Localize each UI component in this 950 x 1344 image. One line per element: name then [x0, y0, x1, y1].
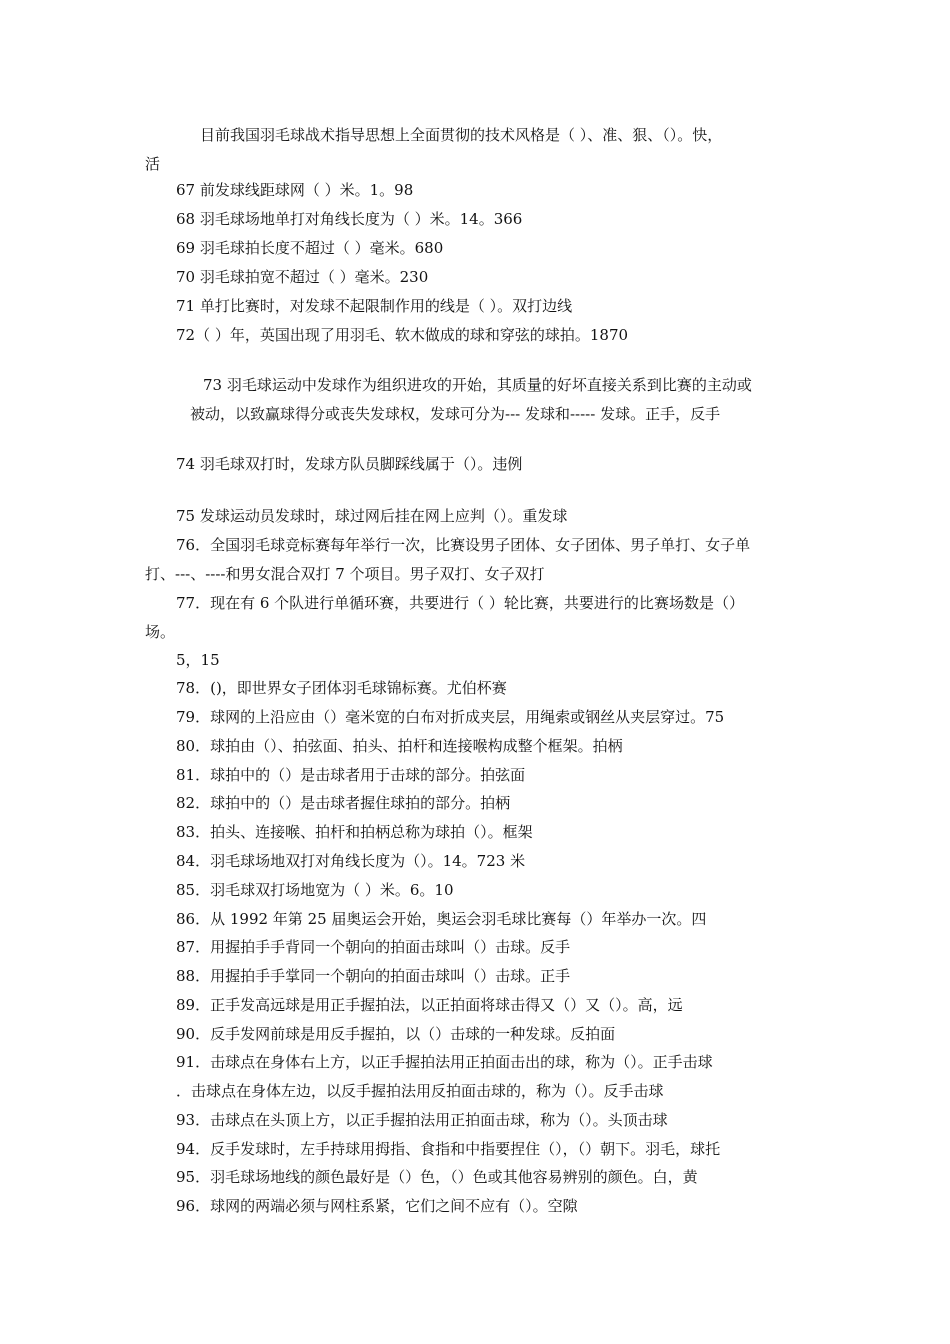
text-line: 81．球拍中的（）是击球者用于击球的部分。拍弦面	[176, 766, 526, 784]
text-line: 5，15	[176, 651, 220, 669]
text-line: 88．用握拍手手掌同一个朝向的拍面击球叫（）击球。正手	[176, 967, 571, 985]
text-line: 83．拍头、连接喉、拍杆和拍柄总称为球拍（）。框架	[176, 823, 533, 841]
text-line: 72（ ）年，英国出现了用羽毛、软木做成的球和穿弦的球拍。1870	[176, 326, 629, 344]
text-line: 69 羽毛球拍长度不超过（ ）毫米。680	[176, 239, 444, 257]
text-line: 70 羽毛球拍宽不超过（ ）毫米。230	[176, 268, 429, 286]
text-line: 68 羽毛球场地单打对角线长度为（ ）米。14。366	[176, 210, 523, 228]
text-line: 93．击球点在头顶上方，以正手握拍法用正拍面击球，称为（）。头顶击球	[176, 1111, 668, 1129]
text-line: 79．球网的上沿应由（）毫米宽的白布对折成夹层，用绳索或钢丝从夹层穿过。75	[176, 708, 725, 726]
text-line: 被动，以致赢球得分或丧失发球权，发球可分为--- 发球和----- 发球。正手，反手	[190, 405, 721, 423]
text-line: 场。	[145, 623, 176, 641]
text-line: 打、---、----和男女混合双打 7 个项目。男子双打、女子双打	[145, 565, 545, 583]
text-line: 82．球拍中的（）是击球者握住球拍的部分。拍柄	[176, 794, 511, 812]
text-line: 86．从 1992 年第 25 届奥运会开始，奥运会羽毛球比赛每（）年举办一次。四	[176, 910, 707, 928]
text-line: 73 羽毛球运动中发球作为组织进攻的开始，其质量的好坏直接关系到比赛的主动或	[203, 376, 752, 394]
text-line: 74 羽毛球双打时，发球方队员脚踩线属于（）。违例	[176, 455, 523, 473]
text-line: 76．全国羽毛球竞标赛每年举行一次，比赛设男子团体、女子团体、男子单打、女子单	[176, 536, 751, 554]
text-line: 目前我国羽毛球战术指导思想上全面贯彻的技术风格是（ ）、准、狠、（）。快，	[200, 126, 723, 144]
text-line: 94．反手发球时，左手持球用拇指、食指和中指要捏住（），（）朝下。羽毛，球托	[176, 1140, 721, 1158]
text-line: 90．反手发网前球是用反手握拍，以（）击球的一种发球。反拍面	[176, 1025, 616, 1043]
text-line: 78．()，即世界女子团体羽毛球锦标赛。尤伯杯赛	[176, 679, 507, 697]
text-line: 75 发球运动员发球时，球过网后挂在网上应判（）。重发球	[176, 507, 568, 525]
text-line: 85．羽毛球双打场地宽为（ ）米。6。10	[176, 881, 454, 899]
text-line: 67 前发球线距球网（ ）米。1。98	[176, 181, 414, 199]
text-line: 89．正手发高远球是用正手握拍法，以正拍面将球击得又（）又（）。高，远	[176, 996, 683, 1014]
text-line: 77．现在有 6 个队进行单循环赛，共要进行（ ）轮比赛，共要进行的比赛场数是（）	[176, 594, 744, 612]
text-line: 活	[145, 155, 161, 173]
text-line: 95．羽毛球场地线的颜色最好是（）色，（）色或其他容易辨别的颜色。白，黄	[176, 1168, 698, 1186]
text-line: 91．击球点在身体右上方，以正手握拍法用正拍面击出的球，称为（）。正手击球	[176, 1053, 713, 1071]
text-line: 80．球拍由（）、拍弦面、拍头、拍杆和连接喉构成整个框架。拍柄	[176, 737, 623, 755]
text-line: 96．球网的两端必须与网柱系紧，它们之间不应有（）。空隙	[176, 1197, 578, 1215]
text-line: 87．用握拍手手背同一个朝向的拍面击球叫（）击球。反手	[176, 938, 571, 956]
text-line: ．击球点在身体左边，以反手握拍法用反拍面击球的，称为（）。反手击球	[176, 1082, 664, 1100]
text-line: 71 单打比赛时，对发球不起限制作用的线是（ ）。双打边线	[176, 297, 573, 315]
text-line: 84．羽毛球场地双打对角线长度为（）。14。723 米	[176, 852, 526, 870]
